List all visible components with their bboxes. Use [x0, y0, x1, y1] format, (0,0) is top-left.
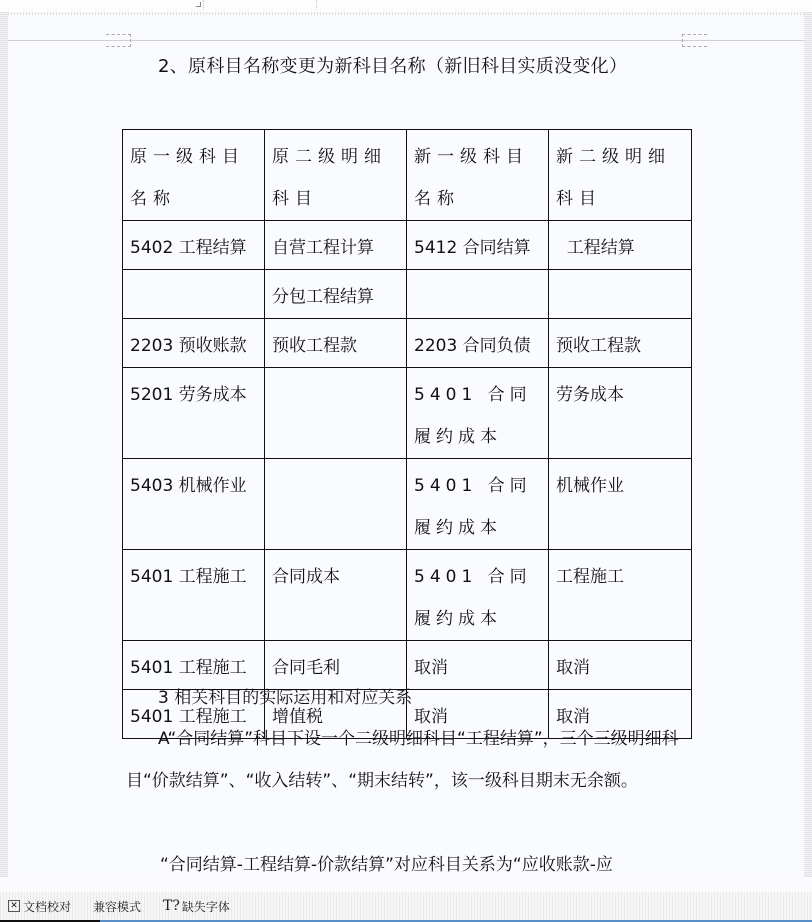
table-cell: 5401 合同履约成本: [407, 368, 549, 459]
table-row: [123, 319, 692, 368]
table-cell: 5401 工程施工: [123, 690, 265, 739]
header-cell: 新二级明细科目: [549, 130, 692, 221]
ruler-divider: [203, 0, 205, 10]
table-cell: 取消: [549, 641, 692, 690]
missing-font-button[interactable]: [163, 898, 230, 915]
table-row: [123, 459, 692, 550]
table-cell: 5403 机械作业: [123, 459, 265, 550]
table-cell: 5401 合同履约成本: [407, 459, 549, 550]
table-cell: 2203 合同负债: [407, 319, 549, 368]
margin-corner-right: [682, 34, 707, 47]
table-cell: 预收工程款: [265, 319, 407, 368]
status-bar: [0, 892, 812, 922]
table-cell: 工程结算: [549, 221, 692, 270]
table-cell: 5402 工程结算: [123, 221, 265, 270]
table-cell: 5201 劳务成本: [123, 368, 265, 459]
table-cell: 取消: [549, 690, 692, 739]
table-cell: 合同毛利: [265, 641, 407, 690]
subject-mapping-table: [122, 129, 692, 739]
table-cell: 5401 工程施工: [123, 641, 265, 690]
table-cell: 工程施工: [549, 550, 692, 641]
table-cell: 劳务成本: [549, 368, 692, 459]
missing-font-icon: T?: [163, 898, 180, 914]
vertical-scrollbar[interactable]: [804, 12, 812, 877]
compat-mode-label: 兼容模式: [93, 899, 142, 914]
table-cell: [549, 270, 692, 319]
table-cell: 分包工程结算: [265, 270, 407, 319]
page-top-edge: [8, 12, 804, 15]
header-cell: 新一级科目名称: [407, 130, 549, 221]
ruler-margin-marker[interactable]: [196, 2, 201, 7]
left-gutter: [0, 12, 8, 877]
header-cell: 原二级明细科目: [265, 130, 407, 221]
table-cell: 取消: [407, 641, 549, 690]
table-header-row: [123, 130, 692, 221]
table-row: [123, 221, 692, 270]
table-row: [123, 550, 692, 641]
table-cell: 5401 合同履约成本: [407, 550, 549, 641]
table-cell: [265, 368, 407, 459]
table-cell: 机械作业: [549, 459, 692, 550]
table-row: [123, 368, 692, 459]
margin-corner-left: [106, 34, 131, 47]
table-cell: 增值税: [265, 690, 407, 739]
ruler-divider: [316, 0, 318, 10]
table-cell: 5401 工程施工: [123, 550, 265, 641]
table-cell: 5412 合同结算: [407, 221, 549, 270]
section-heading: 2、原科目名称变更为新科目名称（新旧科目实质没变化）: [158, 56, 628, 77]
table-cell: 预收工程款: [549, 319, 692, 368]
top-ruler: [0, 0, 812, 12]
table-cell: [123, 270, 265, 319]
table-cell: [265, 459, 407, 550]
table-cell: [407, 270, 549, 319]
section-3-title: 3 相关科目的实际运用和对应关系: [158, 688, 413, 708]
compat-mode-indicator[interactable]: [93, 898, 141, 915]
paragraph-b: “合同结算-工程结算-价款结算”对应科目关系为“应收账款-应: [160, 855, 613, 875]
table-cell: 取消: [407, 690, 549, 739]
proofread-button[interactable]: [8, 898, 71, 915]
table-cell: 自营工程计算: [265, 221, 407, 270]
table-cell: 合同成本: [265, 550, 407, 641]
proofread-label: 文档校对: [23, 899, 72, 914]
proofread-icon: ✕: [8, 900, 20, 912]
missing-font-label: 缺失字体: [181, 899, 230, 914]
table-row: [123, 270, 692, 319]
header-cell: 原一级科目名称: [123, 130, 265, 221]
table-cell: 2203 预收账款: [123, 319, 265, 368]
paragraph-a: A“合同结算”科目下设一个二级明细科目“工程结算”，三个三级明细科目“价款结算”、“收入结转”、“期末结转”，该一级科目期末无余额。: [126, 729, 679, 791]
